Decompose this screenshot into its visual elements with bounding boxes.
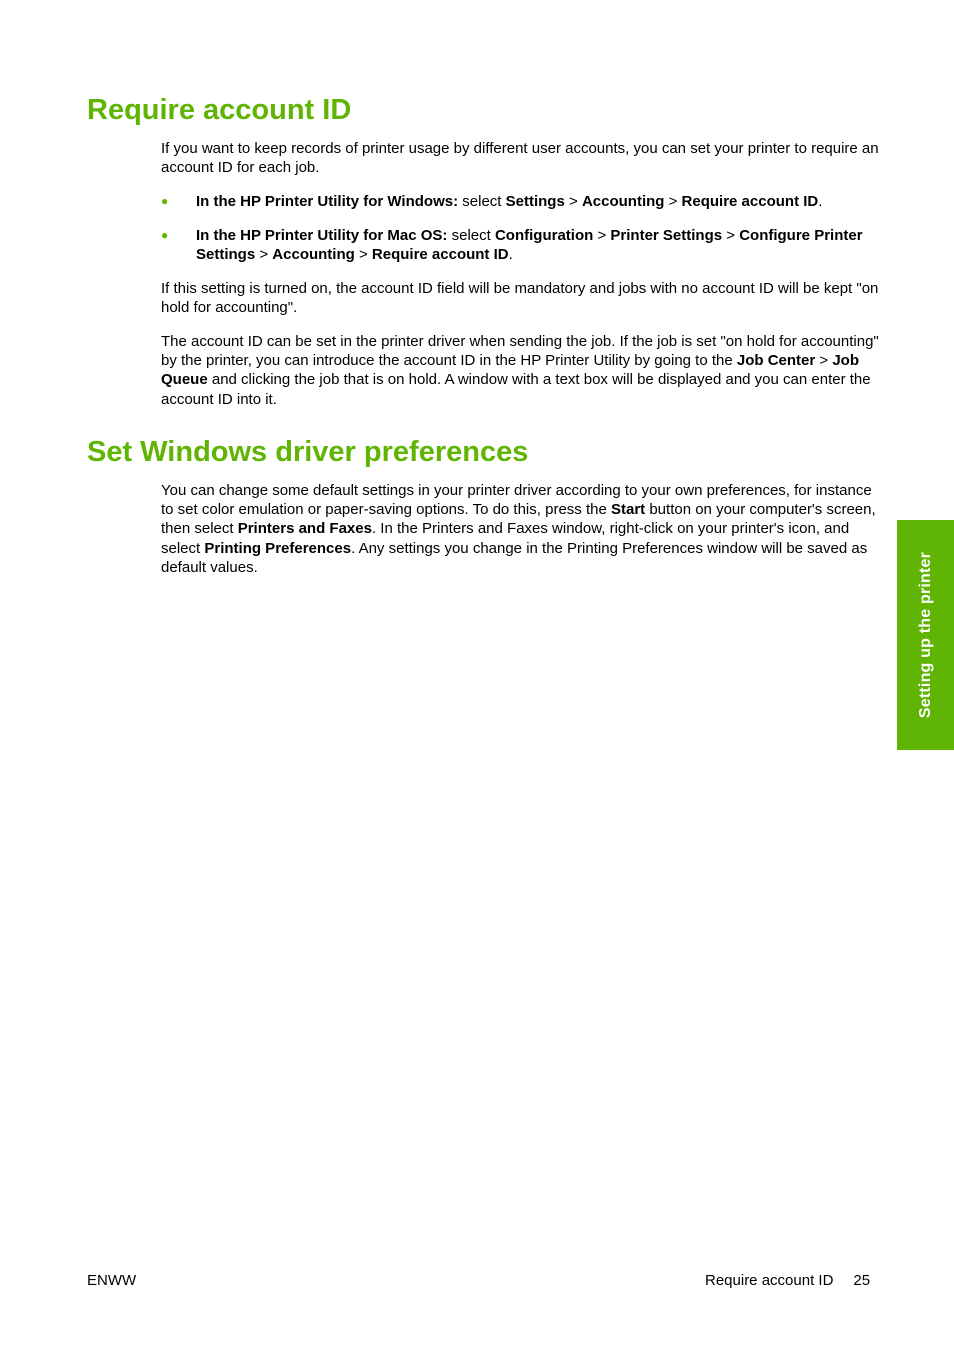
bullet-icon: ●: [161, 194, 169, 208]
driver-preferences-paragraph: You can change some default settings in your printer driver according to your own preferences, for instance to set color emulation or paper-saving options. To do this, press the Start button on your computer's screen, then select Printers and Faxes. In the Printers and Faxes window, right-click on your printer's icon, and select Printing Preferences. Any settings you change in the Printing Preferences window will be saved as default values.: [161, 482, 876, 576]
footer-right: [705, 1271, 870, 1290]
chapter-side-tab: [897, 520, 954, 750]
mandatory-id-paragraph: If this setting is turned on, the account ID field will be mandatory and jobs with no account ID will be kept "on hold for accounting".: [161, 280, 879, 317]
bullet-icon: ●: [161, 228, 169, 242]
footer-left: ENWW: [87, 1272, 137, 1289]
section-title-windows-driver-preferences: Set Windows driver preferences: [87, 436, 529, 468]
intro-paragraph: If you want to keep records of printer usage by different user accounts, you can set your printer to require an account ID for each job.: [161, 140, 879, 177]
list-item-windows: [161, 192, 883, 211]
account-id-paragraph: The account ID can be set in the printer driver when sending the job. If the job is set "on hold for accounting" by the printer, you can introduce the account ID in the HP Printer Utility by going to the Job Center > Job Queue and clicking the job that is on hold. A window with a text box will be displayed and you can enter the account ID into it.: [161, 333, 879, 408]
list-item-text: In the HP Printer Utility for Mac OS: select Configuration > Printer Settings > Configure Printer Settings > Accounting > Require account ID.: [196, 227, 863, 264]
chapter-side-tab-label: Setting up the printer: [916, 551, 934, 719]
list-item-text: In the HP Printer Utility for Windows: select Settings > Accounting > Require account ID.: [196, 193, 823, 210]
footer-section-label: Require account ID: [705, 1272, 834, 1289]
list-item-mac: [161, 226, 883, 264]
section-title-require-account-id: Require account ID: [87, 94, 352, 126]
page-number: 25: [853, 1272, 871, 1289]
